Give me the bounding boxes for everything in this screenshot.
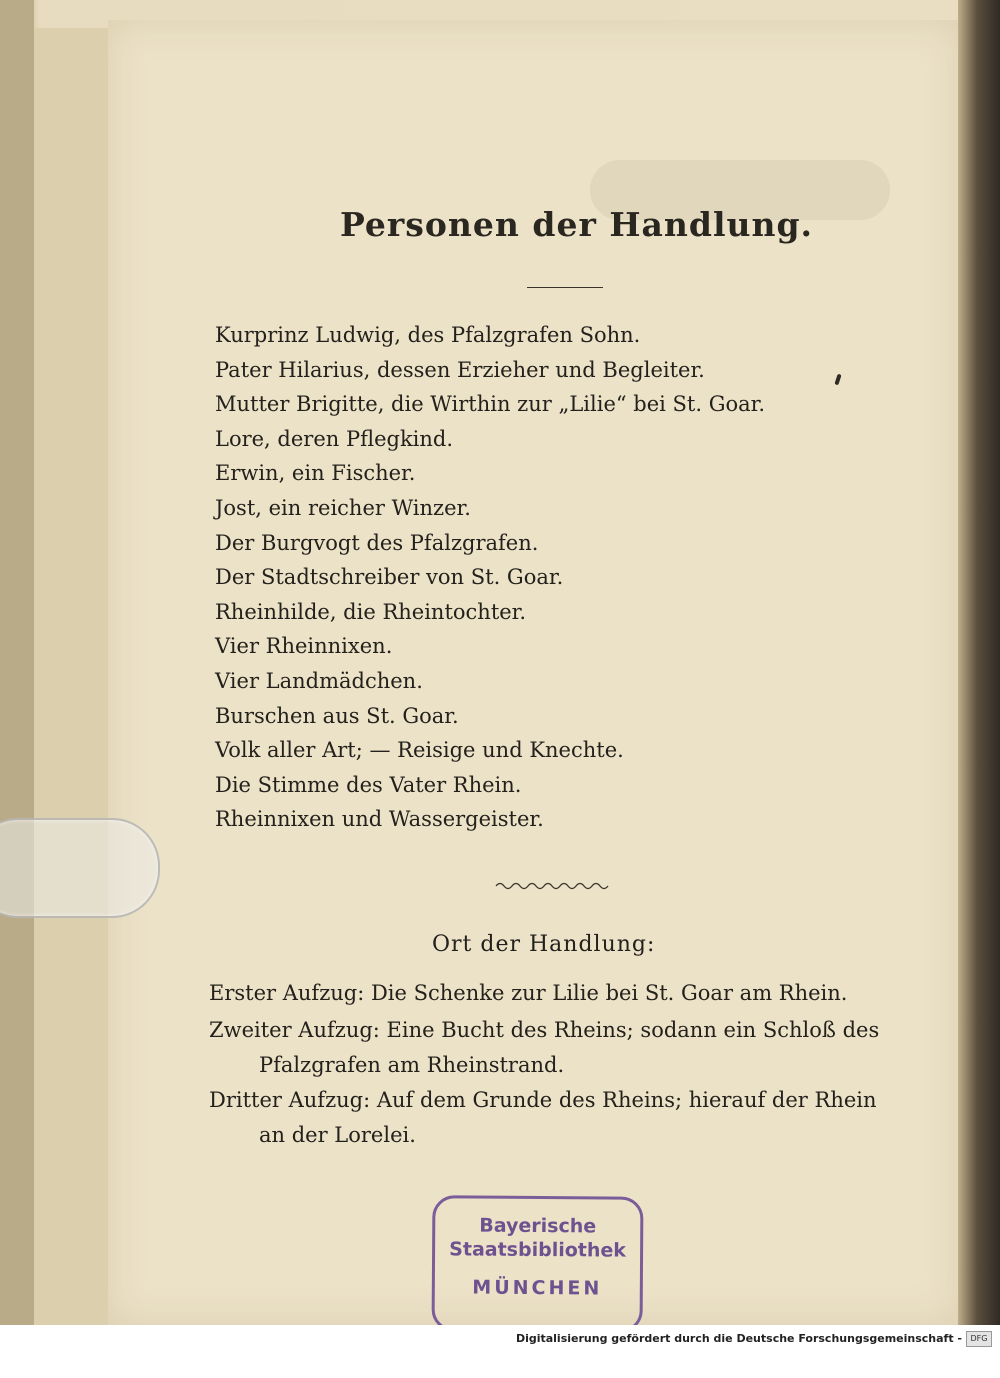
act-line: Zweiter Aufzug: Eine Bucht des Rheins; sodann ein Schloß des [209, 1018, 880, 1042]
person-entry: Lore, deren Pflegkind. [215, 426, 454, 451]
person-entry: Rheinnixen und Wassergeister. [215, 807, 544, 832]
title-divider [527, 287, 603, 288]
setting-heading: Ort der Handlung: [432, 932, 656, 957]
person-entry: Volk aller Art; — Reisige und Knechte. [215, 738, 624, 763]
library-stamp [432, 1195, 644, 1332]
stamp-line: Bayerische [479, 1214, 597, 1238]
footer-credit: Digitalisierung gefördert durch die Deutsche Forschungsgemeinschaft - [515, 1332, 962, 1345]
act-line: Pfalzgrafen am Rheinstrand. [259, 1053, 565, 1077]
person-entry: Der Stadtschreiber von St. Goar. [215, 565, 564, 590]
book-cover-edge [0, 0, 34, 1325]
back-page-edge [34, 28, 115, 1325]
person-entry: Erwin, ein Fischer. [215, 461, 416, 486]
stamp-line: Staatsbibliothek [449, 1238, 627, 1262]
persons-list [215, 318, 915, 837]
person-entry: Vier Landmädchen. [215, 668, 423, 693]
person-entry: Mutter Brigitte, die Wirthin zur „Lilie“ bei St. Goar. [215, 392, 766, 417]
person-entry: Der Burgvogt des Pfalzgrafen. [215, 530, 539, 555]
person-entry: Jost, ein reicher Winzer. [215, 495, 471, 520]
person-entry: Pater Hilarius, dessen Erzieher und Begleiter. [215, 357, 705, 382]
act-line: Dritter Aufzug: Auf dem Grunde des Rheins; hierauf der Rhein [209, 1088, 877, 1112]
person-entry: Vier Rheinnixen. [215, 634, 393, 659]
stamp-line: MÜNCHEN [472, 1276, 603, 1300]
person-entry: Burschen aus St. Goar. [215, 703, 459, 728]
act-line: Erster Aufzug: Die Schenke zur Lilie bei St. Goar am Rhein. [209, 981, 848, 1005]
person-entry: Die Stimme des Vater Rhein. [215, 772, 522, 797]
act-entry [209, 1083, 899, 1153]
wavy-divider [494, 880, 612, 892]
person-entry: Rheinhilde, die Rheintochter. [215, 599, 527, 624]
act-entry [209, 976, 899, 1011]
dfg-logo: DFG [966, 1331, 992, 1347]
footer-bar [0, 1325, 1000, 1378]
person-entry: Kurprinz Ludwig, des Pfalzgrafen Sohn. [215, 323, 641, 347]
page-clip [0, 818, 160, 918]
page-title: Personen der Handlung. [340, 205, 814, 244]
book-spine-shadow [958, 0, 1000, 1325]
act-entry [209, 1013, 899, 1083]
act-line: an der Lorelei. [259, 1123, 416, 1147]
